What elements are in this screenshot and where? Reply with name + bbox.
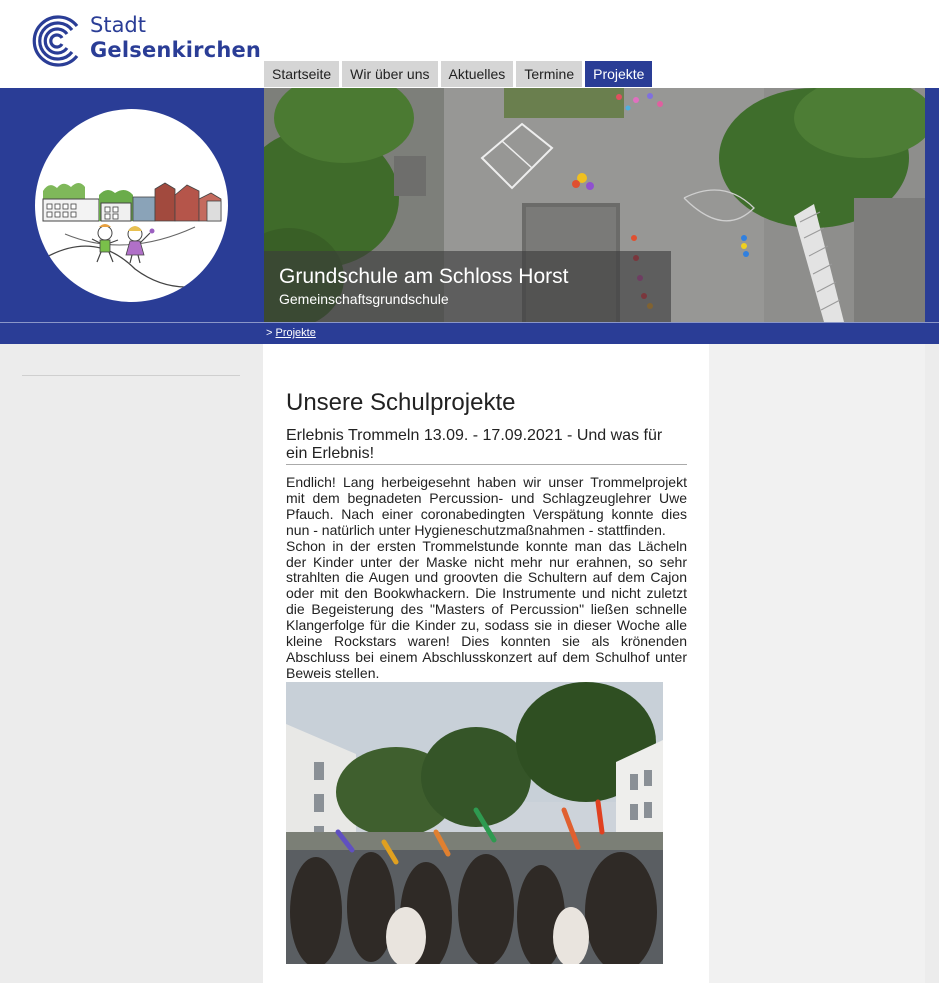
drumming-photo-image bbox=[286, 682, 663, 964]
nav-startseite[interactable]: Startseite bbox=[264, 61, 339, 87]
logo-line-1: Stadt bbox=[90, 13, 146, 37]
school-name: Grundschule am Schloss Horst bbox=[279, 265, 569, 288]
breadcrumb-link-projekte[interactable]: Projekte bbox=[275, 327, 316, 339]
article-paragraph: Endlich! Lang herbeigesehnt haben wir unser Trommelprojekt mit dem begnadeten Percussion- und Schlagzeuglehrer Uwe Pfauch. Nach einer coronabedingten Verspätung konnte dies nun - natürlich unter Hygieneschutzmaßnahmen - stattfinden. bbox=[286, 474, 687, 538]
nav-projekte[interactable]: Projekte bbox=[585, 61, 652, 87]
nav-aktuelles[interactable]: Aktuelles bbox=[441, 61, 514, 87]
page-title: Unsere Schulprojekte bbox=[286, 389, 516, 416]
city-logo-text bbox=[90, 13, 261, 63]
logo-line-2: Gelsenkirchen bbox=[90, 38, 262, 62]
hero-caption bbox=[264, 251, 671, 322]
sidebar-divider bbox=[22, 375, 240, 376]
city-logo-icon bbox=[28, 12, 86, 70]
school-type: Gemeinschaftsgrundschule bbox=[279, 291, 449, 307]
nav-termine[interactable]: Termine bbox=[516, 61, 582, 87]
nav-wir-ueber-uns[interactable]: Wir über uns bbox=[342, 61, 437, 87]
article-paragraph: Schon in der ersten Trommelstunde konnte man das Lächeln der Kinder unter der Maske nicht mehr nur erahnen, so sehr strahlten die Augen und groovten die Schultern auf dem Cajon oder mit den Bookwhackern. Die Instrumente und nicht zuletzt die Begeisterung des "Masters of Percussion" ließen schnelle Klangerfolge für die Kinder zu, sodass sie in dieser Woche alle kleine Rockstars waren! Dies konnten sie als krönenden Abschluss bei einem Abschlusskonzert auf dem Schulhof unter Beweis stellen. bbox=[286, 537, 687, 681]
header bbox=[0, 0, 939, 88]
drumming-photo bbox=[286, 682, 663, 964]
right-sidebar bbox=[709, 344, 925, 983]
hero-banner bbox=[264, 88, 925, 322]
main-content bbox=[263, 344, 709, 983]
breadcrumb-separator: > bbox=[266, 327, 273, 339]
breadcrumb-bar bbox=[0, 322, 939, 344]
main-nav bbox=[264, 61, 652, 87]
school-logo[interactable] bbox=[35, 109, 228, 302]
school-drawing-image bbox=[35, 109, 228, 302]
article-body bbox=[286, 475, 687, 698]
left-sidebar bbox=[0, 344, 263, 983]
city-logo[interactable] bbox=[28, 11, 262, 71]
breadcrumb bbox=[266, 327, 316, 339]
article-title: Erlebnis Trommeln 13.09. - 17.09.2021 - Und was für ein Erlebnis! bbox=[286, 427, 687, 465]
